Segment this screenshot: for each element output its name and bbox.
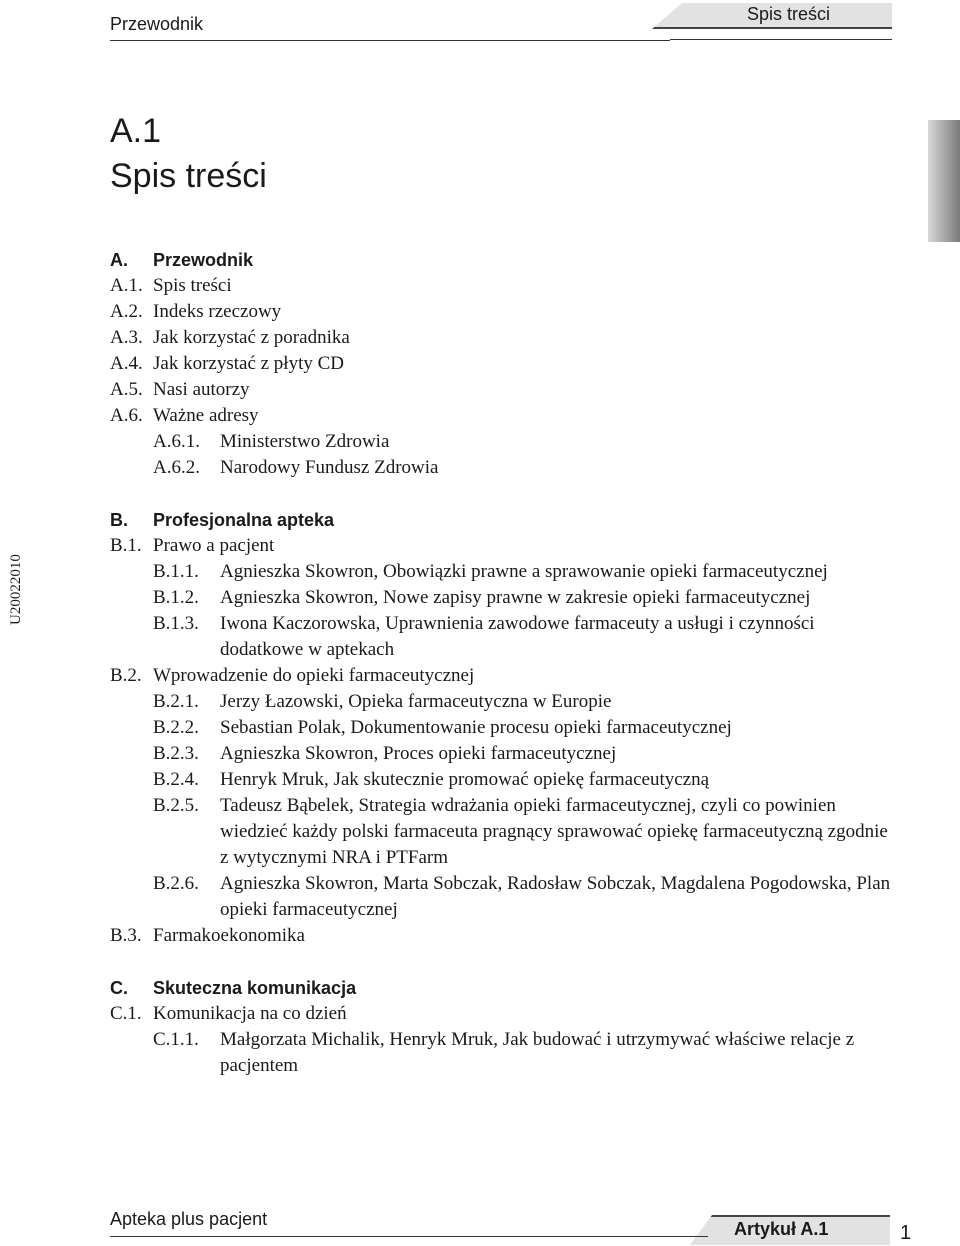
- toc-entry: [110, 663, 900, 689]
- toc-section-number: A.: [110, 250, 128, 270]
- toc-entry-number: A.6.: [110, 405, 143, 426]
- toc-entry: [110, 403, 900, 429]
- toc-entry-title: Jak korzystać z płyty CD: [153, 353, 345, 374]
- toc-entry-number: B.1.: [110, 535, 142, 556]
- toc-entry: [110, 767, 900, 793]
- table-of-contents: [110, 247, 900, 1105]
- toc-entry-number: B.2.3.: [153, 743, 199, 764]
- toc-entry: [110, 1027, 900, 1079]
- toc-section-heading: [110, 507, 900, 533]
- toc-entry: [110, 351, 900, 377]
- toc-entry-number: A.1.: [110, 275, 143, 296]
- toc-entry-number: B.1.3.: [153, 613, 199, 634]
- toc-entry: [110, 1001, 900, 1027]
- toc-entry-number: A.4.: [110, 353, 143, 374]
- toc-entry-title: Nasi autorzy: [153, 379, 250, 400]
- toc-entry-number: B.2.2.: [153, 717, 199, 738]
- toc-entry: [110, 325, 900, 351]
- toc-entry-number: B.2.6.: [153, 873, 199, 894]
- toc-entry-title: Indeks rzeczowy: [153, 301, 282, 322]
- toc-entry: [110, 923, 900, 949]
- toc-section-number: B.: [110, 510, 128, 530]
- toc-entry-title: Sebastian Polak, Dokumentowanie procesu opieki farmaceutycznej: [220, 717, 732, 738]
- toc-entry-title: Małgorzata Michalik, Henryk Mruk, Jak budować i utrzymywać właściwe relacje z pacjentem: [220, 1029, 855, 1076]
- toc-entry-title: Tadeusz Bąbelek, Strategia wdrażania opieki farmaceutycznej, czyli co powinien wiedzieć każdy polski farmaceuta pragnący sprawować opiekę farmaceutyczną zgodnie z wytycznymi NRA i PTFarm: [220, 795, 888, 868]
- toc-entry-title: Jerzy Łazowski, Opieka farmaceutyczna w Europie: [220, 691, 612, 712]
- toc-entry: [110, 377, 900, 403]
- toc-entry: [110, 455, 900, 481]
- footer-rule: [110, 1236, 708, 1237]
- footer-article-label: Artykuł A.1: [734, 1219, 829, 1239]
- toc-entry: [110, 871, 900, 923]
- page-title-code: A.1: [110, 112, 162, 150]
- header-chapter-name: Spis treści: [746, 4, 830, 24]
- toc-entry-title: Komunikacja na co dzień: [153, 1003, 347, 1024]
- toc-entry-title: Iwona Kaczorowska, Uprawnienia zawodowe farmaceuty a usługi i czynności dodatkowe w aptekach: [220, 613, 815, 660]
- page-number: 1: [900, 1222, 912, 1244]
- toc-entry-title: Wprowadzenie do opieki farmaceutycznej: [153, 665, 475, 686]
- toc-entry-title: Agnieszka Skowron, Nowe zapisy prawne w zakresie opieki farmaceutycznej: [220, 587, 811, 608]
- toc-entry: [110, 585, 900, 611]
- toc-entry-title: Ważne adresy: [153, 405, 259, 426]
- toc-entry-number: C.1.1.: [153, 1029, 199, 1050]
- chapter-marker-bar: [928, 120, 960, 242]
- toc-entry: [110, 741, 900, 767]
- header-section-name: Przewodnik: [110, 14, 204, 34]
- toc-entry: [110, 429, 900, 455]
- toc-entry-title: Agnieszka Skowron, Obowiązki prawne a sprawowanie opieki farmaceutycznej: [220, 561, 828, 582]
- toc-section: [110, 507, 900, 949]
- toc-section-title: Profesjonalna apteka: [153, 510, 335, 530]
- toc-entry-number: C.1.: [110, 1003, 142, 1024]
- footer-publication-name: Apteka plus pacjent: [110, 1209, 268, 1229]
- toc-entry: [110, 689, 900, 715]
- toc-entry-number: B.2.1.: [153, 691, 199, 712]
- toc-entry: [110, 611, 900, 663]
- page-title: Spis treści: [110, 157, 267, 195]
- toc-entry-number: B.2.: [110, 665, 142, 686]
- side-document-code: U20022010: [8, 554, 24, 625]
- toc-entry-title: Prawo a pacjent: [153, 535, 275, 556]
- toc-entry: [110, 559, 900, 585]
- toc-entry: [110, 273, 900, 299]
- header-tab-rule: [670, 39, 892, 40]
- toc-section-heading: [110, 975, 900, 1001]
- toc-entry-title: Ministerstwo Zdrowia: [220, 431, 390, 452]
- header-rule: [110, 40, 670, 41]
- toc-entry-title: Jak korzystać z poradnika: [153, 327, 350, 348]
- toc-entry-number: A.6.2.: [153, 457, 200, 478]
- toc-entry-number: A.2.: [110, 301, 143, 322]
- toc-entry-number: B.3.: [110, 925, 142, 946]
- toc-entry-number: B.2.4.: [153, 769, 199, 790]
- toc-entry-number: A.3.: [110, 327, 143, 348]
- toc-section-number: C.: [110, 978, 128, 998]
- toc-entry-title: Spis treści: [153, 275, 232, 296]
- toc-entry-title: Farmakoekonomika: [153, 925, 305, 946]
- toc-entry-title: Narodowy Fundusz Zdrowia: [220, 457, 439, 478]
- toc-entry-number: B.1.2.: [153, 587, 199, 608]
- toc-entry: [110, 533, 900, 559]
- toc-entry-number: A.6.1.: [153, 431, 200, 452]
- toc-entry: [110, 793, 900, 871]
- toc-section: [110, 247, 900, 481]
- toc-entry: [110, 299, 900, 325]
- toc-entry-title: Henryk Mruk, Jak skutecznie promować opiekę farmaceutyczną: [220, 769, 710, 790]
- toc-entry-title: Agnieszka Skowron, Marta Sobczak, Radosław Sobczak, Magdalena Pogodowska, Plan opieki farmaceutycznej: [220, 873, 891, 920]
- toc-section-heading: [110, 247, 900, 273]
- toc-section-title: Skuteczna komunikacja: [153, 978, 357, 998]
- toc-entry-number: B.2.5.: [153, 795, 199, 816]
- toc-section: [110, 975, 900, 1079]
- toc-entry: [110, 715, 900, 741]
- toc-section-title: Przewodnik: [153, 250, 254, 270]
- toc-entry-title: Agnieszka Skowron, Proces opieki farmaceutycznej: [220, 743, 617, 764]
- toc-entry-number: A.5.: [110, 379, 143, 400]
- toc-entry-number: B.1.1.: [153, 561, 199, 582]
